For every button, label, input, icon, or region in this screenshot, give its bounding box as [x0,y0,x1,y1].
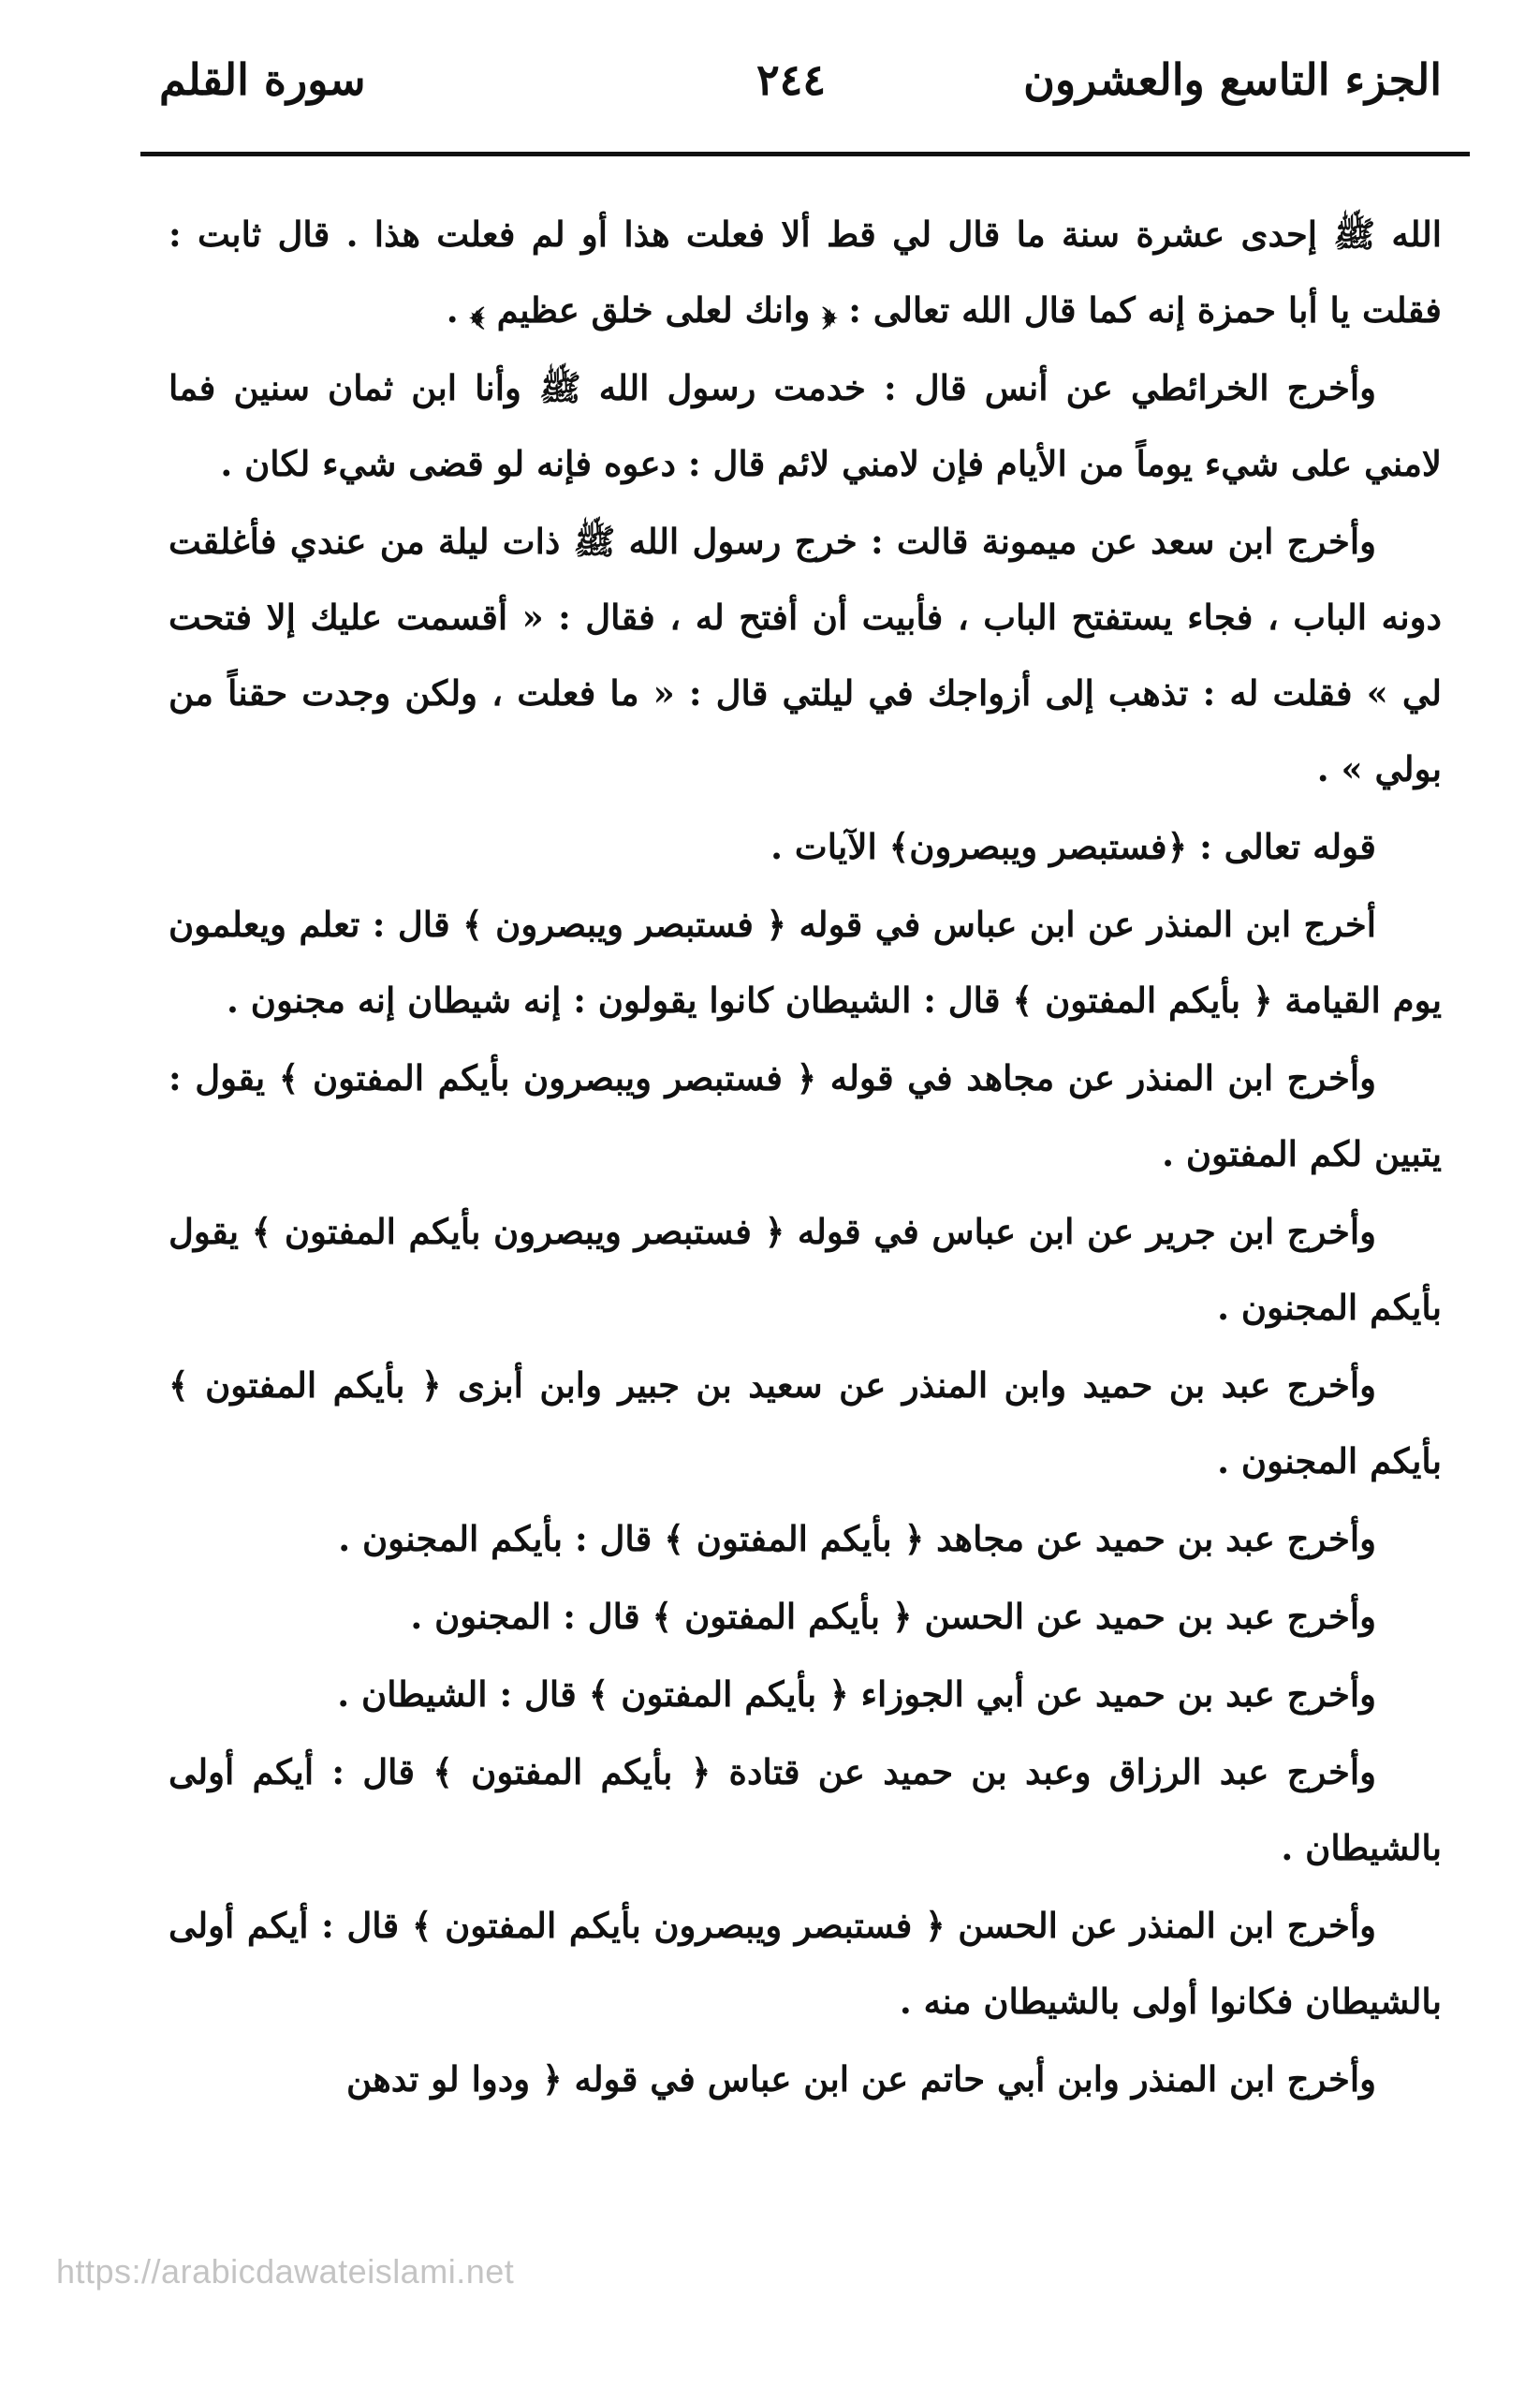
paragraph-14: وأخرج ابن المنذر وابن أبي حاتم عن ابن عباس في قوله ﴿ ودوا لو تدهن [346,2058,1376,2100]
page-header [140,45,1442,129]
paragraph-3: وأخرج ابن سعد عن ميمونة قالت : خرج رسول الله ﷺ ذات ليلة من عندي فأغلقت دونه الباب ، فجاء يستفتح الباب ، فأبيت أن أفتح له ، فقال : « أقسمت عليك إلا فتحت لي » فقلت له : تذهب إلى أزواجك في ليلتي قال : « ما فعلت ، ولكن وجدت حقناً من بولي » . [169,521,1442,789]
paragraph-4: قوله تعالى : ﴿فستبصر ويبصرون﴾ الآيات . [770,826,1376,867]
paragraph-8: وأخرج عبد بن حميد وابن المنذر عن سعيد بن جبير وابن أبزى ﴿ بأيكم المفتون ﴾ بأيكم المجنون . [169,1364,1442,1481]
paragraph-1: الله ﷺ إحدى عشرة سنة ما قال لي قط ألا فعلت هذا أو لم فعلت هذا . قال ثابت : فقلت يا أبا حمزة إنه كما قال الله تعالى : ﴿ وانك لعلى خلق عظيم ﴾ . [169,214,1442,331]
paragraph-5: أخرج ابن المنذر عن ابن عباس في قوله ﴿ فستبصر ويبصرون ﴾ قال : تعلم ويعلمون يوم القيامة ﴿ بأيكم المفتون ﴾ قال : الشيطان كانوا يقولون : إنه شيطان إنه مجنون . [169,904,1442,1021]
paragraph-6: وأخرج ابن المنذر عن مجاهد في قوله ﴿ فستبصر ويبصرون بأيكم المفتون ﴾ يقول : يتبين لكم المفتون . [169,1057,1442,1174]
paragraph-10: وأخرج عبد بن حميد عن الحسن ﴿ بأيكم المفتون ﴾ قال : المجنون . [410,1596,1376,1637]
paragraph-7: وأخرج ابن جرير عن ابن عباس في قوله ﴿ فستبصر ويبصرون بأيكم المفتون ﴾ يقول بأيكم المجنون . [169,1211,1442,1328]
paragraph-2: وأخرج الخرائطي عن أنس قال : خدمت رسول الله ﷺ وأنا ابن ثمان سنين فما لامني على شيء يوماً من الأيام فإن لامني لائم قال : دعوه فإنه لو قضى شيء لكان . [169,367,1442,484]
page-number: ٢٤٤ [755,54,827,105]
paragraph-11: وأخرج عبد بن حميد عن أبي الجوزاء ﴿ بأيكم المفتون ﴾ قال : الشيطان . [337,1673,1376,1715]
watermark-url: https://arabicdawateislami.net [56,2252,515,2291]
surah-title: سورة القلم [159,54,366,105]
header-rule [140,152,1470,156]
paragraph-12: وأخرج عبد الرزاق وعبد بن حميد عن قتادة ﴿ بأيكم المفتون ﴾ قال : أيكم أولى بالشيطان . [169,1751,1442,1868]
page-body [169,197,1442,2119]
paragraph-9: وأخرج عبد بن حميد عن مجاهد ﴿ بأيكم المفتون ﴾ قال : بأيكم المجنون . [338,1518,1376,1559]
paragraph-13: وأخرج ابن المنذر عن الحسن ﴿ فستبصر ويبصرون بأيكم المفتون ﴾ قال : أيكم أولى بالشيطان فكانوا أولى بالشيطان منه . [169,1905,1442,2022]
part-title: الجزء التاسع والعشرون [1023,54,1442,105]
